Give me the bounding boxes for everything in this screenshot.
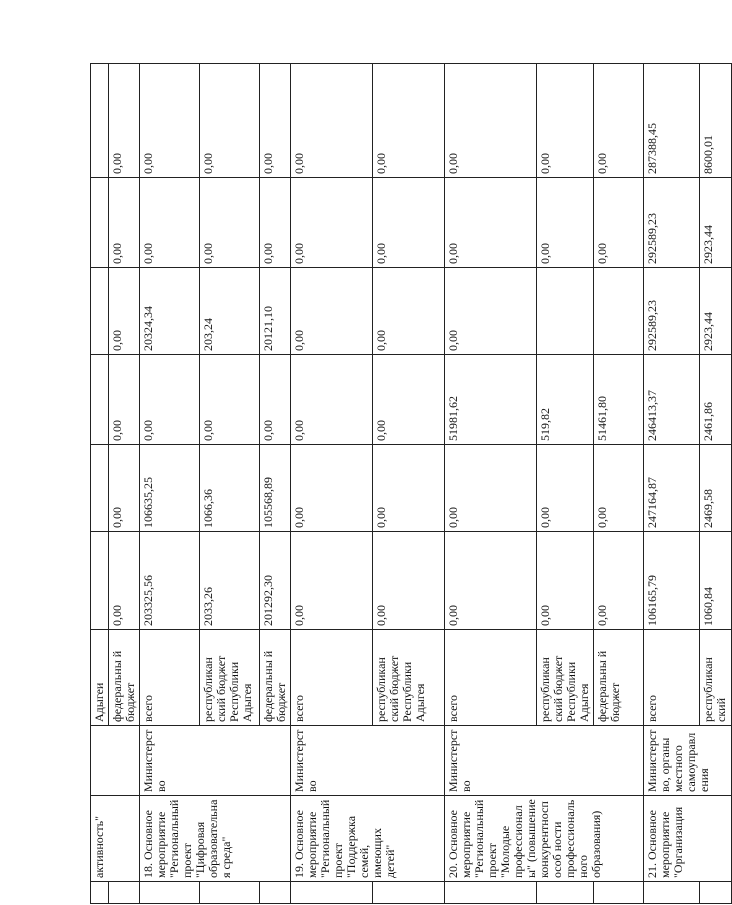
value-cell-year-3: 246413,37 <box>644 355 700 445</box>
funding-source-cell: республикан ский бюджет Республики Адыгея <box>537 630 594 726</box>
funding-source-cell: Адыгеи <box>91 630 109 726</box>
value-cell-year-4: 292589,23 <box>644 268 700 355</box>
value-cell-year-6 <box>91 64 109 178</box>
executor-cell <box>91 726 140 796</box>
value-cell-year-1: 0,00 <box>594 532 644 630</box>
value-cell-year-2: 0,00 <box>537 445 594 532</box>
value-cell-year-1: 0,00 <box>445 532 537 630</box>
stub-cell <box>594 882 644 904</box>
table-row <box>140 64 200 904</box>
value-cell-year-6: 0,00 <box>200 64 260 178</box>
stub-cell <box>260 882 291 904</box>
rotated-table-frame <box>90 64 728 904</box>
value-cell-year-5: 0,00 <box>594 178 644 268</box>
value-cell-year-1: 0,00 <box>373 532 445 630</box>
activity-name-cell: 18. Основное мероприятие "Региональный проект "Цифровая образовательная среда" <box>140 796 291 882</box>
activity-name-cell: 20. Основное мероприятие "Региональный проект "Молодые профессионалы" (повышение конкурентноспособ ности профессионального образования) <box>445 796 644 882</box>
value-cell-year-5: 0,00 <box>109 178 140 268</box>
stub-cell <box>140 882 200 904</box>
value-cell-year-2: 0,00 <box>373 445 445 532</box>
activity-name-cell: 19. Основное мероприятие "Региональный проект "Поддержка семей, имеющих детей" <box>291 796 445 882</box>
value-cell-year-3: 0,00 <box>109 355 140 445</box>
value-cell-year-4: 20324,34 <box>140 268 200 355</box>
value-cell-year-1: 0,00 <box>109 532 140 630</box>
stub-cell <box>109 882 140 904</box>
funding-source-cell: республикан ский <box>700 630 732 726</box>
stub-cell <box>373 882 445 904</box>
funding-source-cell: федеральны й бюджет <box>109 630 140 726</box>
value-cell-year-4: 20121,10 <box>260 268 291 355</box>
executor-cell: Министерство <box>445 726 644 796</box>
funding-source-cell: всего <box>140 630 200 726</box>
funding-source-cell: всего <box>291 630 373 726</box>
stub-cell <box>91 882 109 904</box>
value-cell-year-6: 0,00 <box>109 64 140 178</box>
value-cell-year-5 <box>91 178 109 268</box>
value-cell-year-4: 0,00 <box>373 268 445 355</box>
value-cell-year-4: 203,24 <box>200 268 260 355</box>
value-cell-year-4 <box>91 268 109 355</box>
stub-cell <box>445 882 537 904</box>
funding-source-cell: республикан ский бюджет Республики Адыгея <box>200 630 260 726</box>
value-cell-year-2: 0,00 <box>291 445 373 532</box>
value-cell-year-2: 2469,58 <box>700 445 732 532</box>
value-cell-year-2: 247164,87 <box>644 445 700 532</box>
value-cell-year-3: 0,00 <box>260 355 291 445</box>
value-cell-year-4: 0,00 <box>291 268 373 355</box>
value-cell-year-3: 0,00 <box>373 355 445 445</box>
stub-cell <box>644 882 700 904</box>
executor-cell: Министерство <box>291 726 445 796</box>
value-cell-year-5: 0,00 <box>140 178 200 268</box>
value-cell-year-2 <box>91 445 109 532</box>
table-row <box>91 64 109 904</box>
value-cell-year-6: 8600,01 <box>700 64 732 178</box>
value-cell-year-6: 0,00 <box>537 64 594 178</box>
value-cell-year-6: 0,00 <box>140 64 200 178</box>
value-cell-year-5: 0,00 <box>373 178 445 268</box>
value-cell-year-5: 2923,44 <box>700 178 732 268</box>
value-cell-year-6: 0,00 <box>260 64 291 178</box>
value-cell-year-2: 105568,89 <box>260 445 291 532</box>
value-cell-year-3: 2461,86 <box>700 355 732 445</box>
stub-cell <box>537 882 594 904</box>
value-cell-year-3: 0,00 <box>291 355 373 445</box>
stub-cell <box>200 882 260 904</box>
value-cell-year-6: 0,00 <box>291 64 373 178</box>
value-cell-year-2: 106635,25 <box>140 445 200 532</box>
funding-source-cell: федеральны й бюджет <box>594 630 644 726</box>
value-cell-year-3: 519,82 <box>537 355 594 445</box>
value-cell-year-4: 0,00 <box>445 268 537 355</box>
value-cell-year-5: 0,00 <box>260 178 291 268</box>
value-cell-year-1: 201292,30 <box>260 532 291 630</box>
funding-source-cell: всего <box>445 630 537 726</box>
value-cell-year-6: 287388,45 <box>644 64 700 178</box>
value-cell-year-5: 292589,23 <box>644 178 700 268</box>
value-cell-year-2: 0,00 <box>445 445 537 532</box>
funding-source-cell: республикан ский бюджет Республики Адыгея <box>373 630 445 726</box>
value-cell-year-5: 0,00 <box>200 178 260 268</box>
value-cell-year-1: 106165,79 <box>644 532 700 630</box>
value-cell-year-1: 0,00 <box>537 532 594 630</box>
activity-name-cell: 21. Основное мероприятие "Организация <box>644 796 732 882</box>
value-cell-year-4: 2923,44 <box>700 268 732 355</box>
value-cell-year-5: 0,00 <box>445 178 537 268</box>
value-cell-year-5: 0,00 <box>537 178 594 268</box>
value-cell-year-3: 0,00 <box>140 355 200 445</box>
value-cell-year-1: 2033,26 <box>200 532 260 630</box>
stub-cell <box>291 882 373 904</box>
table-row <box>291 64 373 904</box>
value-cell-year-6: 0,00 <box>373 64 445 178</box>
stub-cell <box>700 882 732 904</box>
funding-source-cell: федеральны й бюджет <box>260 630 291 726</box>
value-cell-year-1: 1060,84 <box>700 532 732 630</box>
value-cell-year-4: 0,00 <box>109 268 140 355</box>
value-cell-year-2: 1066,36 <box>200 445 260 532</box>
value-cell-year-1: 0,00 <box>291 532 373 630</box>
value-cell-year-2: 0,00 <box>594 445 644 532</box>
table-row <box>445 64 537 904</box>
value-cell-year-6: 0,00 <box>594 64 644 178</box>
budget-table <box>90 63 732 904</box>
table-row <box>644 64 700 904</box>
value-cell-year-1 <box>91 532 109 630</box>
activity-name-cell: активность" <box>91 796 140 882</box>
funding-source-cell: всего <box>644 630 700 726</box>
value-cell-year-3: 51461,80 <box>594 355 644 445</box>
value-cell-year-4 <box>537 268 594 355</box>
value-cell-year-3: 0,00 <box>200 355 260 445</box>
value-cell-year-2: 0,00 <box>109 445 140 532</box>
executor-cell: Министерство, органы местного самоуправления <box>644 726 732 796</box>
executor-cell: Министерство <box>140 726 291 796</box>
value-cell-year-4 <box>594 268 644 355</box>
value-cell-year-1: 203325,56 <box>140 532 200 630</box>
value-cell-year-5: 0,00 <box>291 178 373 268</box>
value-cell-year-6: 0,00 <box>445 64 537 178</box>
value-cell-year-3: 51981,62 <box>445 355 537 445</box>
value-cell-year-3 <box>91 355 109 445</box>
